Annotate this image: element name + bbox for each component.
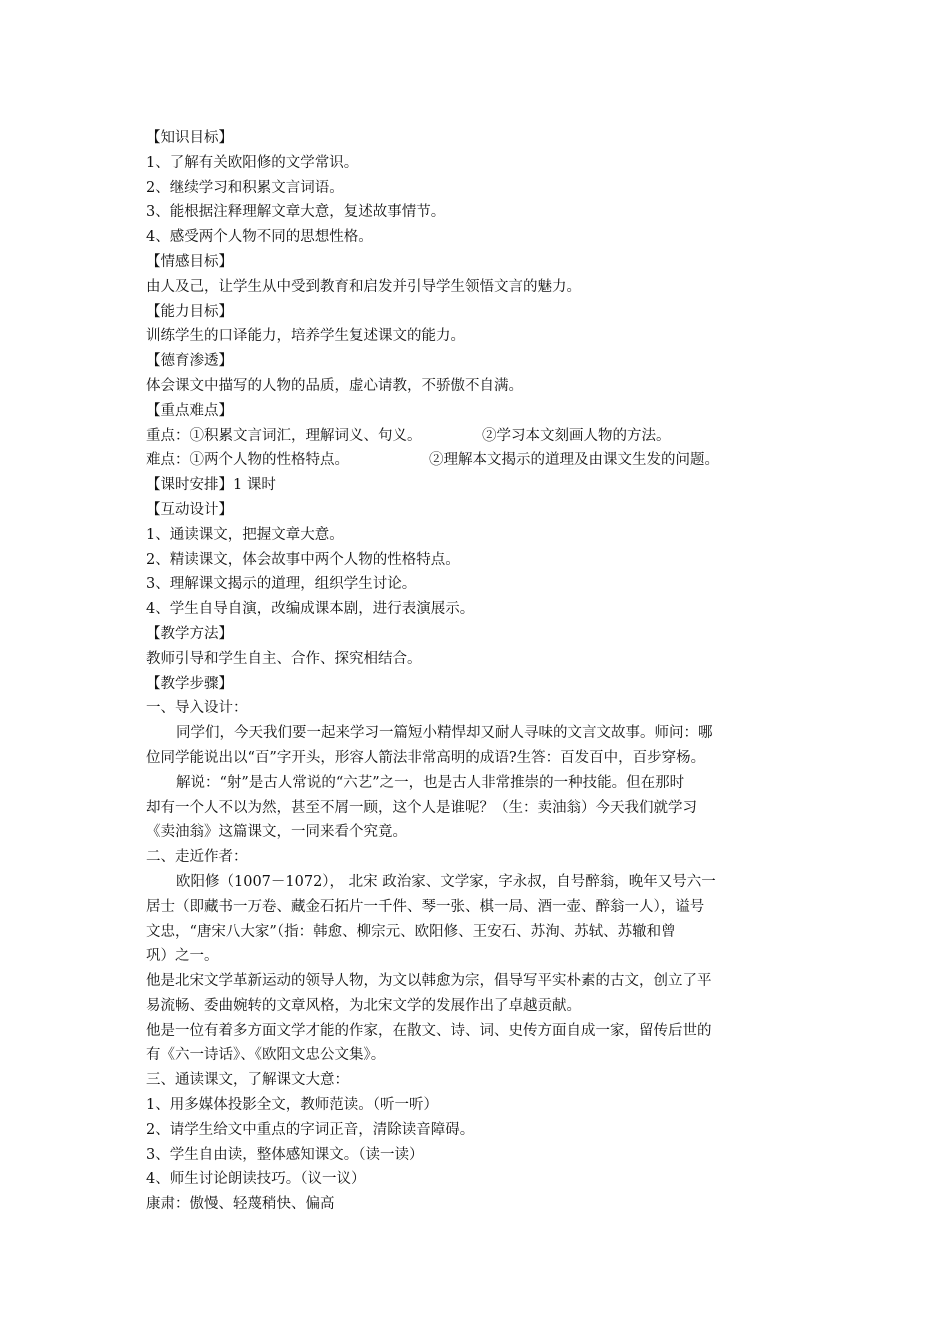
section-2-para-3-line-1: 他是一位有着多方面文学才能的作家，在散文、诗、词、史传方面自成一家，留传后世的 bbox=[146, 1022, 712, 1039]
key-point-a: 重点：①积累文言词汇，理解词义、句义。 bbox=[146, 427, 422, 444]
teaching-method-text: 教师引导和学生自主、合作、探究相结合。 bbox=[146, 650, 422, 667]
knowledge-item-4: 4、感受两个人物不同的思想性格。 bbox=[146, 229, 373, 246]
section-2-para-1-line-2: 居士（即藏书一万卷、藏金石拓片一千件、琴一张、棋一局、酒一壶、醉翁一人），谥号 bbox=[146, 898, 705, 915]
ability-goals-text: 训练学生的口译能力，培养学生复述课文的能力。 bbox=[146, 328, 465, 345]
emotion-goals-text: 由人及己，让学生从中受到教育和启发并引导学生领悟文言的魅力。 bbox=[146, 278, 581, 295]
section-1-heading: 一、导入设计： bbox=[146, 700, 248, 717]
teaching-method-heading: 【教学方法】 bbox=[146, 625, 233, 642]
key-points-heading: 【重点难点】 bbox=[146, 402, 233, 419]
section-3-heading: 三、通读课文，了解课文大意： bbox=[146, 1072, 349, 1089]
section-2-para-1-line-1: 欧阳修（1007－1072）， 北宋 政治家、文学家，字永叔，自号醉翁，晚年又号六一 bbox=[176, 873, 716, 890]
section-1-para-2-line-3: 《卖油翁》这篇课文，一同来看个究竟。 bbox=[146, 824, 407, 841]
ability-goals-heading: 【能力目标】 bbox=[146, 303, 233, 320]
knowledge-item-3: 3、能根据注释理解文章大意，复述故事情节。 bbox=[146, 204, 446, 221]
interaction-design-heading: 【互动设计】 bbox=[146, 501, 233, 518]
section-2-para-1-line-3: 文忠，“唐宋八大家”（指：韩愈、柳宗元、欧阳修、王安石、苏洵、苏轼、苏辙和曾 bbox=[146, 923, 676, 940]
section-3-item-3: 3、学生自由读，整体感知课文。（读一读） bbox=[146, 1146, 424, 1163]
difficulty-a: 难点：①两个人物的性格特点。 bbox=[146, 452, 349, 469]
interaction-item-3: 3、理解课文揭示的道理，组织学生讨论。 bbox=[146, 576, 417, 593]
period-line bbox=[146, 473, 810, 498]
knowledge-item-2: 2、继续学习和积累文言词语。 bbox=[146, 179, 344, 196]
interaction-item-4: 4、学生自导自演，改编成课本剧，进行表演展示。 bbox=[146, 601, 475, 618]
section-3-item-2: 2、请学生给文中重点的字词正音，清除读音障碍。 bbox=[146, 1121, 475, 1138]
teaching-steps-heading: 【教学步骤】 bbox=[146, 675, 233, 692]
period-heading: 【课时安排】 bbox=[146, 477, 233, 494]
moral-education-text: 体会课文中描写的人物的品质，虚心请教，不骄傲不自满。 bbox=[146, 377, 523, 394]
emotion-goals-heading: 【情感目标】 bbox=[146, 253, 233, 270]
section-1-para-1-line-2: 位同学能说出以“百”字开头，形容人箭法非常高明的成语?生答：百发百中，百步穿杨。 bbox=[146, 749, 706, 766]
section-1-para-1-line-1: 同学们，今天我们要一起来学习一篇短小精悍却又耐人寻味的文言文故事。师问：哪 bbox=[176, 725, 713, 742]
vocabulary-note: 康肃：傲慢、轻蔑稍快、偏高 bbox=[146, 1196, 335, 1213]
section-1-para-2-line-2: 却有一个人不以为然，甚至不屑一顾，这个人是谁呢？（生：卖油翁）今天我们就学习 bbox=[146, 799, 697, 816]
section-2-para-3-line-2: 有《六一诗话》、《欧阳文忠公文集》。 bbox=[146, 1047, 386, 1064]
section-3-item-4: 4、师生讨论朗读技巧。（议一议） bbox=[146, 1171, 366, 1188]
key-points-line bbox=[146, 424, 810, 449]
section-2-para-1-line-4: 巩）之一。 bbox=[146, 948, 219, 965]
knowledge-item-1: 1、了解有关欧阳修的文学常识。 bbox=[146, 154, 359, 171]
section-2-para-2-line-2: 易流畅、委曲婉转的文章风格，为北宋文学的发展作出了卓越贡献。 bbox=[146, 997, 581, 1014]
document-page bbox=[146, 126, 810, 1217]
difficulty-line bbox=[146, 448, 810, 473]
interaction-item-2: 2、精读课文，体会故事中两个人物的性格特点。 bbox=[146, 551, 460, 568]
period-text: 1 课时 bbox=[233, 477, 276, 494]
interaction-item-1: 1、通读课文，把握文章大意。 bbox=[146, 526, 344, 543]
section-1-para-2-line-1: 解说：“射”是古人常说的“六艺”之一，也是古人非常推崇的一种技能。但在那时 bbox=[176, 774, 685, 791]
section-3-item-1: 1、用多媒体投影全文，教师范读。（听一听） bbox=[146, 1097, 438, 1114]
section-2-para-2-line-1: 他是北宋文学革新运动的领导人物，为文以韩愈为宗，倡导写平实朴素的古文，创立了平 bbox=[146, 973, 712, 990]
knowledge-goals-heading: 【知识目标】 bbox=[146, 130, 233, 146]
moral-education-heading: 【德育渗透】 bbox=[146, 353, 233, 370]
key-point-b: ②学习本文刻画人物的方法。 bbox=[482, 427, 671, 444]
difficulty-b: ②理解本文揭示的道理及由课文生发的问题。 bbox=[429, 452, 719, 469]
section-2-heading: 二、走近作者： bbox=[146, 849, 248, 866]
